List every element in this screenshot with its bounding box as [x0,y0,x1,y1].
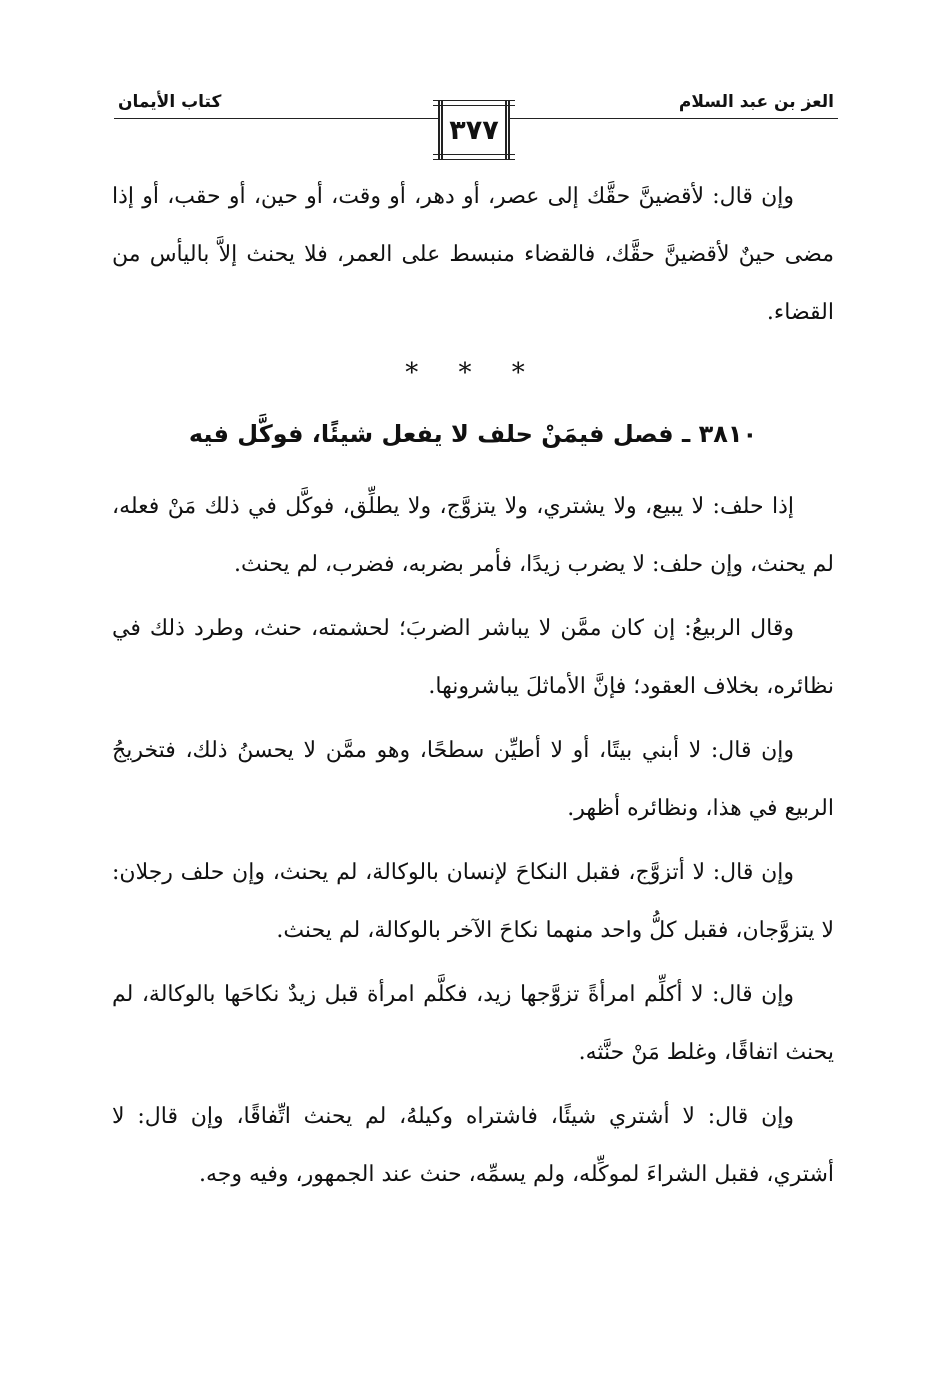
intro-text-block [112,168,834,342]
page-number: ٣٧٧ [438,100,510,160]
paragraph: وإن قال: لأقضينَّ حقَّك إلى عصر، أو دهر، أو وقت، أو حين، أو حقب، أو إذا مضى حينٌ لأقضينَّ حقَّك، فالقضاء منبسط على العمر، فلا يحنث إلاَّ باليأس من القضاء. [112,184,834,325]
paragraph: وإن قال: لا أكلِّم امرأةً تزوَّجها زيد، فكلَّم امرأة قبل زيدٌ نكاحَها بالوكالة، لم يحنث اتفاقًا، وغلط مَنْ حنَّثه. [112,982,834,1065]
paragraph: وإن قال: لا أتزوَّج، فقبل النكاحَ لإنسان بالوكالة، لم يحنث، وإن حلف رجلان: لا يتزوَّجان، فقبل كلُّ واحد منهما نكاحَ الآخر بالوكالة، لم يحنث. [112,860,834,943]
paragraph: وقال الربيعُ: إن كان ممَّن لا يباشر الضربَ؛ لحشمته، حنث، وطرد ذلك في نظائره، بخلاف العقود؛ فإنَّ الأماثلَ يباشرونها. [112,616,834,699]
paragraph: وإن قال: لا أشتري شيئًا، فاشتراه وكيلهُ، لم يحنث اتِّفاقًا، وإن قال: لا أشتري، فقبل الشراءَ لموكِّله، ولم يسمِّه، حنث عند الجمهور، وفيه وجه. [112,1104,834,1187]
header-rule-left [114,118,439,119]
paragraph: إذا حلف: لا يبيع، ولا يشتري، ولا يتزوَّج، ولا يطلِّق، فوكَّل في ذلك مَنْ فعله، لم يحنث، وإن حلف: لا يضرب زيدًا، فأمر بضربه، فضرب، لم يحنث. [112,494,834,577]
paragraph: وإن قال: لا أبني بيتًا، أو لا أطيِّن سطحًا، وهو ممَّن لا يحسنُ ذلك، فتخريجُ الربيع في هذا، ونظائره أظهر. [112,738,834,821]
running-header-chapter: كتاب الأيمان [118,92,222,112]
section-separator: * * * [405,358,541,388]
main-text-block [112,478,834,1204]
running-header-author: العز بن عبد السلام [678,92,834,112]
section-heading: ٣٨١٠ ـ فصل فيمَنْ حلف لا يفعل شيئًا، فوكَّل فيه [188,420,758,448]
header-rule-right [508,118,838,119]
